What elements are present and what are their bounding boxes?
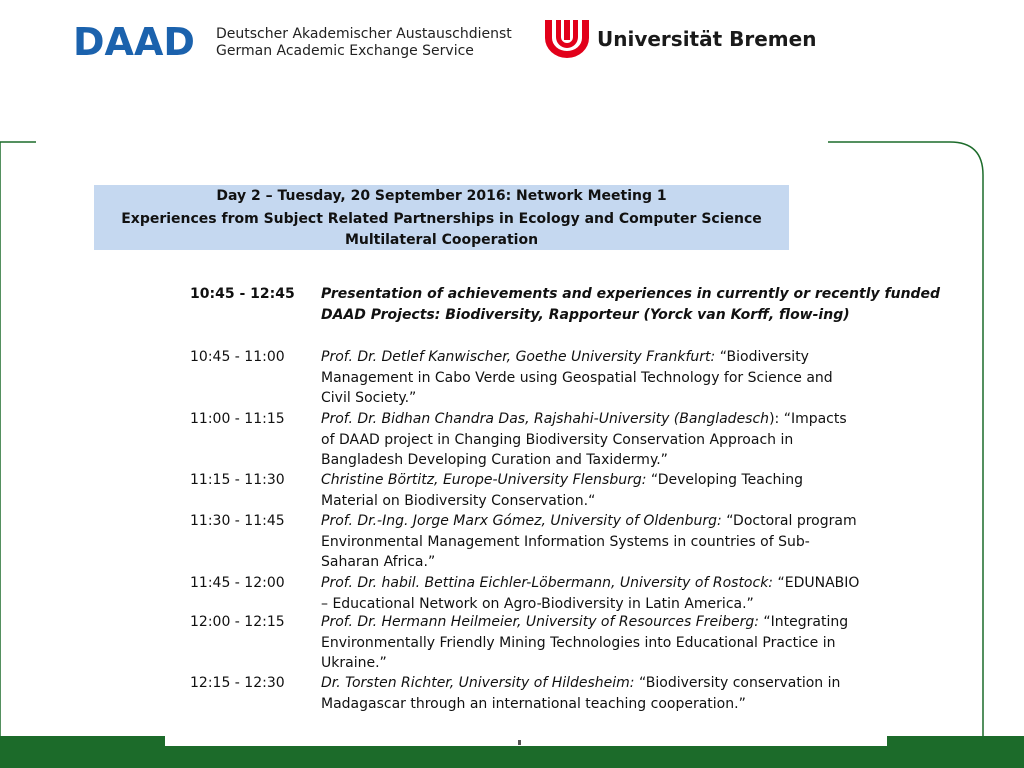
item-description [321,409,861,471]
item-speaker: Prof. Dr. Bidhan Chandra Das, Rajshahi-University (Bangladesch [321,411,770,427]
item-description [321,470,861,511]
item-description [321,612,861,674]
session-time: 10:45 - 12:45 [190,286,295,302]
page-mark [518,740,521,745]
item-speaker: Prof. Dr.-Ing. Jorge Marx Gómez, University of Oldenburg: [321,513,722,529]
item-description [321,673,861,714]
session-line-2: DAAD Projects: Biodiversity, Rapporteur (Yorck van Korff, flow-ing) [321,306,850,323]
item-speaker: Prof. Dr. Detlef Kanwischer, Goethe University Frankfurt: [321,349,716,365]
daad-line-english: German Academic Exchange Service [216,43,474,59]
item-speaker: Prof. Dr. Hermann Heilmeier, University of Resources Freiberg: [321,614,759,630]
day-title-box [94,185,789,250]
item-time: 10:45 - 11:00 [190,349,285,365]
item-time: 11:45 - 12:00 [190,575,285,591]
day-title: Day 2 – Tuesday, 20 September 2016: Network Meeting 1 [216,188,667,204]
item-talk: “Integrating Environmentally Friendly Mining Technologies into Educational Practice in Ukraine.” [321,614,849,671]
item-speaker: Prof. Dr. habil. Bettina Eichler-Löbermann, University of Rostock: [321,575,774,591]
daad-subtitle [216,26,512,60]
item-description [321,573,861,614]
daad-line-german: Deutscher Akademischer Austauschdienst [216,26,512,42]
item-time: 11:15 - 11:30 [190,472,285,488]
item-time: 11:30 - 11:45 [190,513,285,529]
item-talk: “Developing Teaching Material on Biodiversity Conservation.“ [321,472,804,509]
item-time: 12:00 - 12:15 [190,614,285,630]
item-talk: “Biodiversity Management in Cabo Verde using Geospatial Technology for Science and Civil Society.” [321,349,833,406]
item-speaker: Christine Börtitz, Europe-University Flensburg: [321,472,647,488]
item-description [321,347,861,409]
item-time: 11:00 - 11:15 [190,411,285,427]
item-talk: ): “Impacts of DAAD project in Changing Biodiversity Conservation Approach in Bangladesh Developing Curation and Taxidermy.” [321,411,847,468]
item-speaker: Dr. Torsten Richter, University of Hildesheim: [321,675,635,691]
session-line-1: Presentation of achievements and experiences in currently or recently funded [321,286,941,302]
session-description [321,284,941,325]
item-time: 12:15 - 12:30 [190,675,285,691]
daad-logo: DAAD [73,20,195,64]
item-talk: “Biodiversity conservation in Madagascar through an international teaching cooperation.” [321,675,841,712]
day-subtitle: Experiences from Subject Related Partnerships in Ecology and Computer Science [121,211,762,227]
uni-bremen-name: Universität Bremen [597,27,817,51]
item-talk: “EDUNABIO – Educational Network on Agro-Biodiversity in Latin America.” [321,575,860,612]
document-sheet-edge [165,736,887,746]
item-description [321,511,861,573]
day-subtitle-2: Multilateral Cooperation [344,232,539,248]
item-talk: “Doctoral program Environmental Management Information Systems in countries of Sub-Saharan Africa.” [321,513,857,570]
uni-bremen-logo-icon [543,18,591,60]
